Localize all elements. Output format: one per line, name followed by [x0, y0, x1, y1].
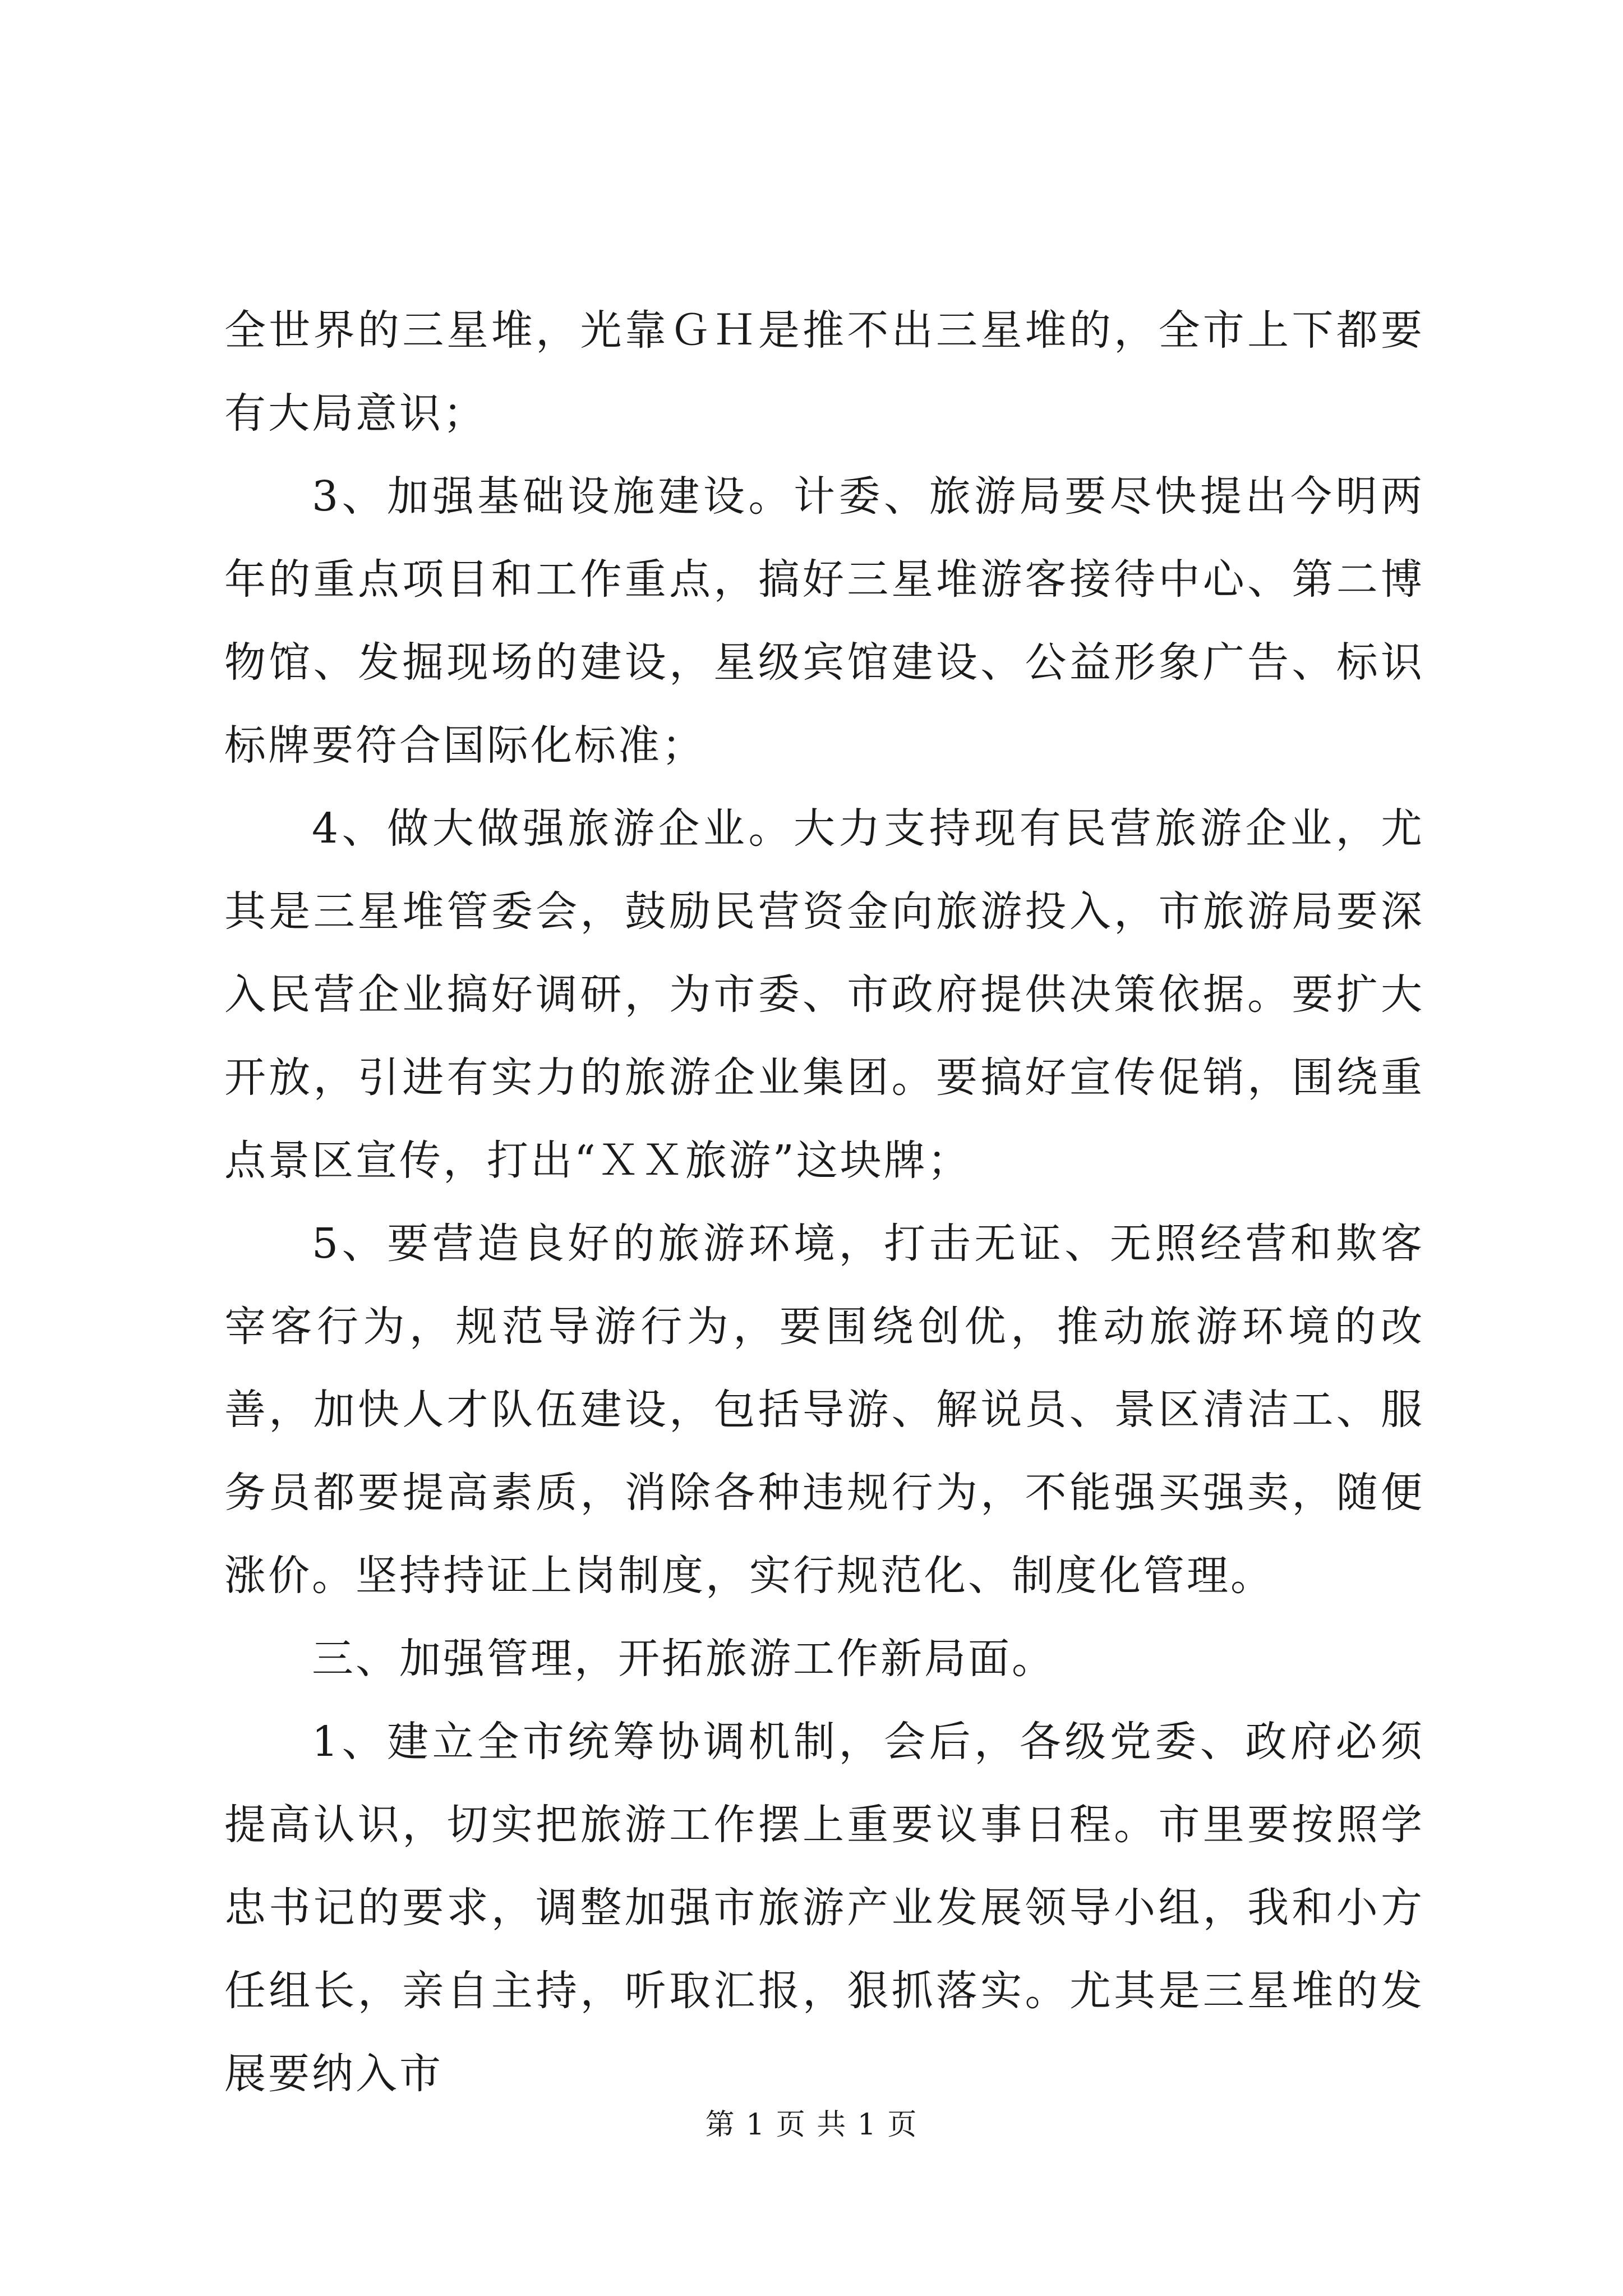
paragraph-item-3: 3、加强基础设施建设。计委、旅游局要尽快提出今明两年的重点项目和工作重点，搞好三星堆游客接待中心、第二博物馆、发掘现场的建设，星级宾馆建设、公益形象广告、标识标牌要符合国际化标准； — [224, 472, 1424, 770]
section-heading-3: 三、加强管理，开拓旅游工作新局面。 — [312, 1635, 1055, 1683]
paragraph-item-1: 1、建立全市统筹协调机制，会后，各级党委、政府必须提高认识，切实把旅游工作摆上重要议事日程。市里要按照学忠书记的要求，调整加强市旅游产业发展领导小组，我和小方任组长，亲自主持，听取汇报，狠抓落实。尤其是三星堆的发展要纳入市 — [224, 1718, 1424, 2098]
paragraph-continuation: 全世界的三星堆，光靠ＧＨ是推不出三星堆的，全市上下都要有大局意识； — [224, 306, 1424, 438]
paragraph-item-5: 5、要营造良好的旅游环境，打击无证、无照经营和欺客宰客行为，规范导游行为，要围绕创优，推动旅游环境的改善，加快人才队伍建设，包括导游、解说员、景区清洁工、服务员都要提高素质，消除各种违规行为，不能强买强卖，随便涨价。坚持持证上岗制度，实行规范化、制度化管理。 — [224, 1220, 1424, 1600]
document-body — [224, 289, 1424, 2115]
paragraph-item-4: 4、做大做强旅游企业。大力支持现有民营旅游企业，尤其是三星堆管委会，鼓励民营资金向旅游投入，市旅游局要深入民营企业搞好调研，为市委、市政府提供决策依据。要扩大开放，引进有实力的旅游企业集团。要搞好宣传促销，围绕重点景区宣传，打出“ＸＸ旅游”这块牌； — [224, 804, 1424, 1185]
page-footer: 第 1 页 共 1 页 — [705, 2108, 918, 2142]
